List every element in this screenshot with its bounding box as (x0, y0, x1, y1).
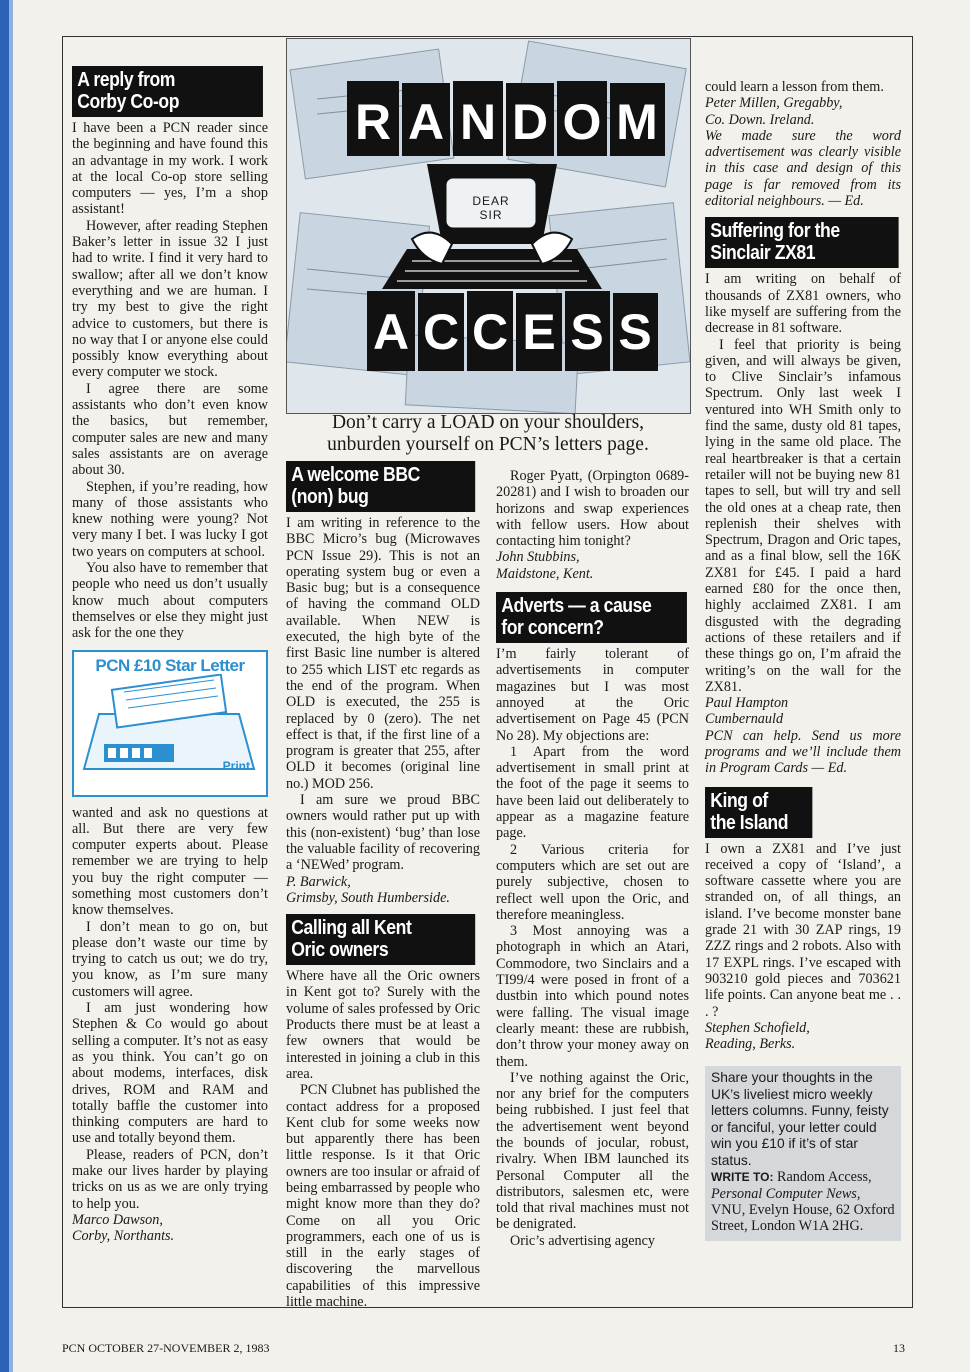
write-to-address: VNU, Evelyn House, 62 Oxford Street, London W1A 2HG. (711, 1202, 895, 1235)
svg-text:C: C (471, 304, 509, 360)
subtitle-line-2: unburden yourself on PCN’s letters page. (327, 434, 649, 455)
printer-label: Print (222, 759, 250, 774)
letter1-paragraph: Please, readers of PCN, don’t make our lives harder by playing tricks on us as we are only trying to help you. (72, 1146, 268, 1212)
letter5-heading-line-1: Suffering for the (710, 220, 840, 243)
letter1-paragraph: However, after reading Stephen Baker’s letter in issue 32 I just had to write. I find it very hard to swallow; after all we don’t know everything and we are human. I try my best to give the right advice to customers, but there is no way that I or anyone else could possibly know everything about every computer we stock. (72, 217, 268, 381)
star-letter-label: PCN £10 Star Letter (95, 655, 245, 675)
random-access-banner (286, 38, 691, 414)
subtitle-line-1: Don’t carry a LOAD on your shoulders, (331, 412, 645, 433)
letter5-heading (705, 217, 899, 268)
column-4 (705, 79, 901, 1241)
write-to-address: Random Access, (776, 1169, 872, 1186)
letter6-heading (705, 787, 812, 838)
letter6-paragraph: I own a ZX81 and I’ve just received a copy of ‘Island’, a software cassette where you are stranded on, of all things, an island. I’ve become monster bane grade 21 with 30 ZAP rings, 19 ZZZ rings and 2 robots. Also with 17 EXPL rings. I’ve escaped with 903210 gold pieces and 703621 life points. Can anyone beat me . . . ? (705, 840, 901, 1020)
letter2-heading-line-1: A welcome BBC (291, 464, 420, 486)
letter4-paragraph: 3 Most annoying was a photograph in which an Atari, Commodore, two Sinclairs and a TI99/4 were posed in front of a dustbin into which pound notes were falling. The visual image clearly meant: these are rubbish, don’t throw your money away on them. (496, 923, 689, 1070)
letter5-paragraph: I am writing on behalf of thousands of ZX81 owners, who like myself are suffering from the decrease in 81 software. (705, 271, 901, 337)
page-number: 13 (893, 1341, 905, 1355)
letter1-paragraph: I agree there are some assistants who don’t even know the basics, but remember, computer sales are new and many sales assistants are on average about 30. (72, 380, 268, 479)
letter6-signature: Reading, Berks. (705, 1036, 796, 1053)
page-edge (0, 0, 9, 1372)
letter3-signature: John Stubbins, (496, 549, 580, 566)
letter4-heading-line-1: Adverts — a cause (501, 595, 652, 618)
letter6-heading-line-1: King of (710, 789, 768, 812)
banner-subtitle (292, 412, 684, 456)
write-to-box (705, 1066, 901, 1240)
letter1-paragraph: wanted and ask no questions at all. But there are very few computer experts about. Please remember we are trying to help you buy the right computer — something most customers don’t know themselves. (72, 804, 268, 919)
svg-text:C: C (422, 304, 460, 360)
letter2-signature: P. Barwick, (286, 873, 351, 890)
letter4-paragraph: I’m fairly tolerant of advertisements in computer magazines but I was most annoyed at the Oric advertisement on Page 45 (PCN No 28). My objections are: (496, 646, 689, 744)
letter4-paragraph: Oric’s advertising agency (510, 1232, 655, 1249)
letter4-signature: Peter Millen, Gregabby, (705, 95, 843, 112)
letter1-heading-line-2: Corby Co-op (77, 91, 180, 113)
letter4-editor-note: We made sure the word advertisement was clearly visible in this case and design of this page is far removed from its editorial neighbours. — Ed. (705, 127, 901, 210)
letter4-heading-line-2: for concern? (501, 617, 604, 640)
footer-issue: PCN OCTOBER 27-NOVEMBER 2, 1983 (62, 1341, 270, 1355)
letter4-paragraph: could learn a lesson from them. (705, 79, 884, 95)
letter4-signature: Co. Down. Ireland. (705, 111, 815, 128)
letter1-heading-line-1: A reply from (77, 69, 176, 91)
letter3-paragraph: Where have all the Oric owners in Kent got to? Surely with the volume of sales professed by Oric Products there must be at least a few owners that would be interested in joining a club in this area. (286, 968, 480, 1082)
letter2-signature: Grimsby, South Humberside. (286, 889, 450, 906)
letter1-paragraph: You also have to remember that people who need us don’t usually know much about computers themselves or else they might just ask for the one they (72, 560, 268, 642)
write-to-intro: Share your thoughts in the UK’s liveliest micro weekly letters columns. Funny, feisty or fanciful, your letter could win you £10 if it’s of star status. (711, 1070, 889, 1168)
letter6-heading-line-2: the Island (710, 811, 789, 834)
letter1-signature: Marco Dawson, (72, 1211, 163, 1228)
letter2-heading-line-2: (non) bug (291, 486, 369, 508)
letter5-paragraph: I feel that priority is being given, and will always be given, to Clive Sinclair’s infamous Spectrum. Only last week I ventured into WH Smith only to find the same, dusty old 81 tapes, lying in the same old place. The real heartbreaker is that a certain retailer will not be buying new 81 tapes to sell, but will try and sell the old ones at a cheap rate, then replenish their shelves with Spectrum, Dragon and Oric tapes, and as a final blow, sell the 16K ZX81 for £45. I paid a hard earned £80 for the once then, highly acclaimed ZX81. I am disgusted with the degrading actions of these retailers and if these things go on, I’m afraid the writing’s on the wall for the ZX81. (705, 336, 901, 695)
letter5-heading-line-2: Sinclair ZX81 (710, 242, 816, 265)
letter4-paragraph: 2 Various criteria for computers which are set out are purely subjective, chosen to reflect well upon the Oric, and therefore meaningless. (496, 841, 689, 923)
column-3 (496, 468, 689, 1249)
letter3-heading-line-2: Oric owners (291, 939, 389, 962)
column-2 (286, 461, 480, 1310)
letter3-paragraph: Roger Pyatt, (Orpington 0689-20281) and I wish to broaden our horizons and swap experiences with fellow users. How about contacting him tonight? (496, 468, 689, 550)
svg-text:R: R (354, 94, 392, 150)
svg-text:S: S (570, 304, 604, 360)
letter1-heading (72, 66, 263, 117)
letter4-paragraph: I’ve nothing against the Oric, nor any brief for the computers being rubbished. I just feel that the advertisement went beyond the bounds of jocular, robust, rivalry. When IBM launched its Personal Computer all the distributors, salesmen etc, were told that rival machines must not be denigrated. (496, 1069, 689, 1233)
letter2-heading (286, 461, 475, 512)
svg-text:S: S (618, 304, 652, 360)
letter6-signature: Stephen Schofield, (705, 1019, 810, 1036)
letter3-heading (286, 914, 475, 965)
letter5-editor-note: PCN can help. Send us more programs and we’ll include them in Program Cards — Ed. (705, 727, 901, 777)
letter2-paragraph: I am writing in reference to the BBC Micro’s bug (Microwaves PCN Issue 29). This is not an operating system bug or even a Basic bug; but is a consequence of having the command OLD available. When NEW is executed, the high byte of the first Basic line number is altered to 255 which LIST etc regards as the end of the program. When OLD is executed, the 255 is replaced by 0 (zero). The net effect is that, if the first line of a program is greater that 255, after OLD it becomes (original line no.) MOD 256. (286, 515, 480, 792)
star-letter-badge (72, 650, 268, 797)
letter1-signature: Corby, Northants. (72, 1228, 175, 1245)
svg-text:O: O (562, 94, 602, 150)
svg-text:N: N (459, 94, 497, 150)
svg-text:A: A (372, 304, 410, 360)
letter3-heading-line-1: Calling all Kent (291, 917, 412, 940)
letter5-signature: Paul Hampton (705, 695, 789, 712)
letter1-paragraph: I am just wondering how Stephen & Co would go about selling a computer. It’s not as easy as you think. You can’t go on about modems, interfaces, disk drives, ROM and RAM and totally baffle the customer into thinking computers are hard to use and totally beyond them. (72, 1000, 268, 1147)
svg-text:E: E (522, 304, 556, 360)
write-to-address: Personal Computer News, (711, 1185, 861, 1202)
letter5-signature: Cumbernauld (705, 711, 784, 728)
letter3-paragraph: PCN Clubnet has published the contact address for a proposed Kent club for some weeks now but apparently there has been little response. Is it that Oric owners are too insular or afraid of being embarrassed by people who might know more than they do? Come on all you Oric programmers, each one of us is still in the early stages of discovering the marvellous capabilities of this impressive little machine. (286, 1082, 480, 1311)
letter3-signature: Maidstone, Kent. (496, 565, 594, 582)
banner-illustration (287, 39, 690, 413)
banner-screen-text: DEAR SIR (472, 194, 510, 222)
page-edge-light (9, 0, 13, 1372)
write-to-label: WRITE TO: (711, 1170, 774, 1185)
letter1-paragraph: I don’t mean to go on, but please don’t waste our time by trying to catch us out; we do try, you know, as I’m sure many customers will agree. (72, 918, 268, 1000)
svg-text:D: D (511, 94, 549, 150)
letter1-paragraph: Stephen, if you’re reading, how many of those assistants who knew nothing were young? Not very many I bet. I was lucky I got two years on computers at school. (72, 478, 268, 560)
column-1 (72, 66, 268, 1245)
svg-text:A: A (407, 94, 445, 150)
letter4-paragraph: 1 Apart from the word advertisement in small print at the foot of the page it seems to have been laid out deliberately to appear as a magazine feature page. (496, 743, 689, 842)
letter1-paragraph: I have been a PCN reader since the beginning and have found this an advantage in my work. I work at the local Co-op store selling computers — yes, I’m a shop assistant! (72, 120, 268, 218)
letter2-paragraph: I am sure we proud BBC owners would rather put up with this (non-existent) ‘bug’ than lose the valuable facility of recovering a ‘NEWed’ program. (286, 792, 480, 874)
svg-text:M: M (616, 94, 658, 150)
letter4-heading (496, 592, 687, 643)
